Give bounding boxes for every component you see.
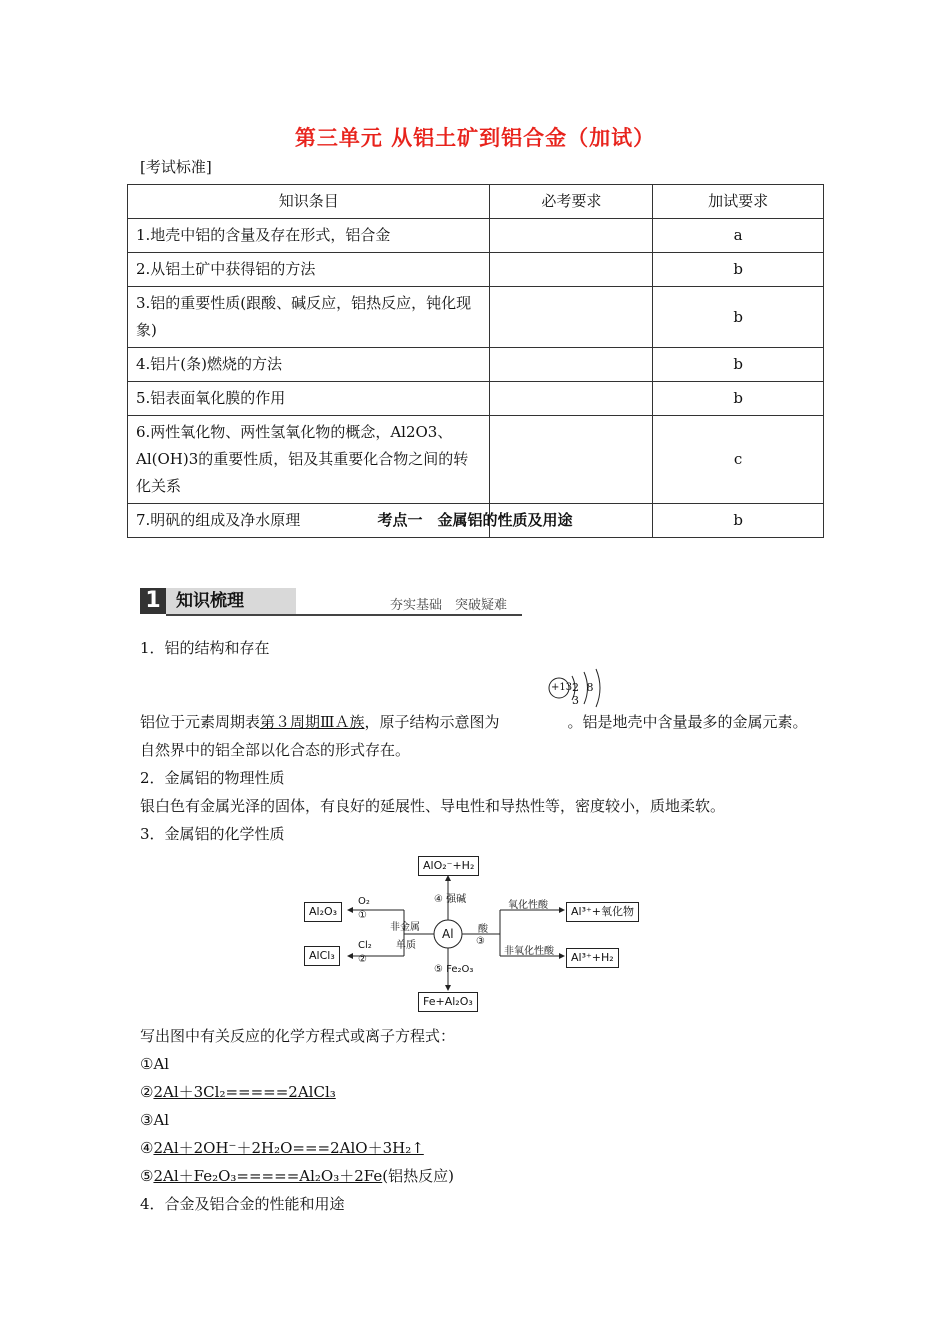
label-oxidizing-acid: 氧化性酸 xyxy=(508,900,548,911)
table-row xyxy=(128,348,824,382)
row-item: 5.铝表面氧化膜的作用 xyxy=(128,382,490,416)
label-num-3: ③ xyxy=(476,936,485,947)
row-item: 6.两性氧化物、两性氢氧化物的概念，Al2O3、Al(OH)3的重要性质，铝及其重要化合物之间的转化关系 xyxy=(128,416,490,504)
equation-2 xyxy=(140,1078,820,1106)
knowledge-banner xyxy=(140,588,522,616)
row-item: 3.铝的重要性质(跟酸、碱反应，铝热反应，钝化现象) xyxy=(128,287,490,348)
equation-prompt: 写出图中有关反应的化学方程式或离子方程式： xyxy=(140,1027,456,1045)
table-row xyxy=(128,253,824,287)
equation-3: ③Al xyxy=(140,1111,170,1129)
equation-4-answer: 2Al＋2OH⁻＋2H₂O===2AlO＋3H₂↑ xyxy=(153,1139,424,1157)
table-row xyxy=(128,382,824,416)
row-additional: b xyxy=(653,287,824,348)
equation-2-number: ② xyxy=(140,1083,154,1101)
row-additional: b xyxy=(653,504,824,538)
table-row xyxy=(128,219,824,253)
banner-underline xyxy=(166,614,522,616)
product-aluminate: AlO₂⁻+H₂ xyxy=(418,856,479,876)
text-location: 铝位于元素周期表 xyxy=(140,713,261,731)
equation-2-answer: 2Al＋3Cl₂=====2AlCl₃ xyxy=(153,1083,336,1101)
equation-5-note: (铝热反应) xyxy=(382,1167,454,1185)
label-oxygen: O₂ xyxy=(358,896,370,907)
label-num-2: ② xyxy=(358,954,367,965)
header-item: 知识条目 xyxy=(128,185,490,219)
atom-nucleus: +13 xyxy=(551,682,573,693)
row-required xyxy=(490,382,653,416)
label-chlorine: Cl₂ xyxy=(358,940,372,951)
heading-chemical: 3．金属铝的化学性质 xyxy=(140,825,285,843)
row-additional: b xyxy=(653,382,824,416)
row-additional: a xyxy=(653,219,824,253)
equation-4-number: ④ xyxy=(140,1139,154,1157)
reaction-diagram xyxy=(300,852,650,1017)
paragraph-structure xyxy=(140,708,820,764)
paragraph-physical: 银白色有金属光泽的固体，有良好的延展性、导电性和导热性等，密度较小，质地柔软。 xyxy=(140,797,726,815)
heading-structure: 1．铝的结构和存在 xyxy=(140,639,270,657)
label-num-1: ① xyxy=(358,910,367,921)
product-al-ion-oxide: Al³⁺+氧化物 xyxy=(566,902,639,922)
label-acid: 酸 xyxy=(478,924,488,935)
product-alumina: Al₂O₃ xyxy=(304,902,342,922)
row-item: 7.明矾的组成及净水原理 xyxy=(128,504,490,538)
row-additional: b xyxy=(653,348,824,382)
row-item: 1.地壳中铝的含量及存在形式，铝合金 xyxy=(128,219,490,253)
label-nonmetal: 非金属 xyxy=(390,922,420,933)
row-item: 2.从铝土矿中获得铝的方法 xyxy=(128,253,490,287)
heading-alloys: 4．合金及铝合金的性能和用途 xyxy=(140,1195,345,1213)
table-row xyxy=(128,287,824,348)
standards-label: [考试标准] xyxy=(140,158,212,176)
atom-structure-diagram xyxy=(548,666,608,710)
requirements-table xyxy=(127,184,824,538)
row-required xyxy=(490,253,653,287)
row-required xyxy=(490,416,653,504)
page-title: 第三单元 从铝土矿到铝合金（加试） xyxy=(294,126,656,150)
row-additional: b xyxy=(653,253,824,287)
text-diagram-intro: ，原子结构示意图为 xyxy=(364,713,500,731)
text-abundance: 。铝是地壳中含量最多的金属元素。自然界中的铝全部以化合态的形式存在。 xyxy=(140,713,808,759)
banner-label: 知识梳理 xyxy=(166,588,296,614)
equation-5-answer: 2Al＋Fe₂O₃=====Al₂O₃＋2Fe xyxy=(153,1167,383,1185)
answer-period-group: 第３周期ⅢＡ族 xyxy=(260,713,365,731)
table-header-row xyxy=(128,185,824,219)
equation-5 xyxy=(140,1162,820,1190)
equation-5-number: ⑤ xyxy=(140,1167,154,1185)
label-element: 单质 xyxy=(396,940,416,951)
equation-1: ①Al xyxy=(140,1055,170,1073)
row-required xyxy=(490,287,653,348)
row-additional: c xyxy=(653,416,824,504)
product-al-ion-hydrogen: Al³⁺+H₂ xyxy=(566,948,619,968)
row-required xyxy=(490,219,653,253)
label-iron-oxide: ⑤ Fe₂O₃ xyxy=(434,964,474,975)
row-required xyxy=(490,348,653,382)
banner-number: 1 xyxy=(140,588,166,614)
label-nonoxidizing-acid: 非氧化性酸 xyxy=(504,946,554,957)
product-iron-alumina: Fe+Al₂O₃ xyxy=(418,992,478,1012)
table-row xyxy=(128,416,824,504)
banner-subtitle: 夯实基础 突破疑难 xyxy=(390,598,508,613)
section-title: 考点一 金属铝的性质及用途 xyxy=(377,511,573,529)
equation-4 xyxy=(140,1134,820,1162)
product-aluminum-chloride: AlCl₃ xyxy=(304,946,340,966)
row-item: 4.铝片(条)燃烧的方法 xyxy=(128,348,490,382)
label-strong-base: ④ 强碱 xyxy=(434,894,467,905)
atom-shell-electrons: 2 8 3 xyxy=(572,681,596,707)
header-additional: 加试要求 xyxy=(653,185,824,219)
heading-physical: 2．金属铝的物理性质 xyxy=(140,769,285,787)
header-required: 必考要求 xyxy=(490,185,653,219)
center-aluminum: Al xyxy=(442,927,454,941)
